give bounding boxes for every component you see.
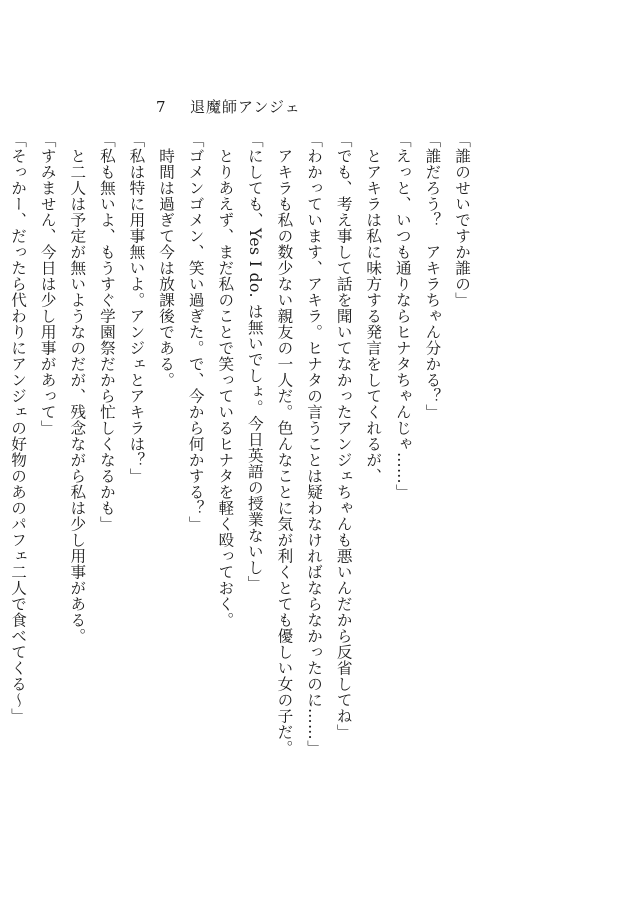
text-line: 「えっと、いつも通りならヒナタちゃんじゃ……」: [393, 132, 412, 500]
text-line: と二人は予定が無いようなのだが、残念ながら私は少し用事がある。: [68, 132, 87, 644]
text-line: [0, 132, 3, 802]
page-number: 7: [156, 98, 167, 116]
book-title: 退魔師アンジェ: [190, 98, 301, 116]
text-line: 「私も無いよ、もうすぐ学園祭だから忙しくなるかも」: [97, 132, 116, 532]
text-line: 「誰だろう？ アキラちゃん分かる？」: [423, 132, 442, 420]
text-line: 「私は特に用事無いよ。アンジェとアキラは？」: [127, 132, 146, 484]
text-line: 「ゴメンゴメン、笑い過ぎた。で、今から何かする？」: [186, 132, 205, 532]
text-line: 「そっかー、だったら代わりにアンジェの好物のあのパフェ二人で食べてくる～」: [9, 132, 28, 724]
text-line: 時間は過ぎて今は放課後である。: [157, 132, 176, 388]
text-line: アキラも私の数少ない親友の一人だ。色んなことに気が利くとても優しい女の子だ。: [275, 132, 294, 756]
vertical-text-body: [9, 132, 476, 802]
text-line: 「でも、考え事して話を聞いてなかったアンジェちゃんも悪いんだから反省してね」: [334, 132, 353, 740]
text-line: 「すみません、今日は少し用事があって」: [38, 132, 57, 436]
text-line: 「誰のせいですか誰の」: [453, 132, 471, 308]
text-line: 「わかっています、アキラ。ヒナタの言うことは疑わなければならなかったのに……」: [305, 132, 324, 756]
text-line: 「にしても、Yes I do. は無いでしょ。今日英語の授業ないし」: [245, 132, 264, 592]
text-line: とりあえず、まだ私のことで笑っているヒナタを軽く殴っておく。: [216, 132, 235, 628]
text-line: とアキラは私に味方する発言をしてくれるが、: [364, 132, 383, 484]
page-header: [156, 96, 301, 117]
